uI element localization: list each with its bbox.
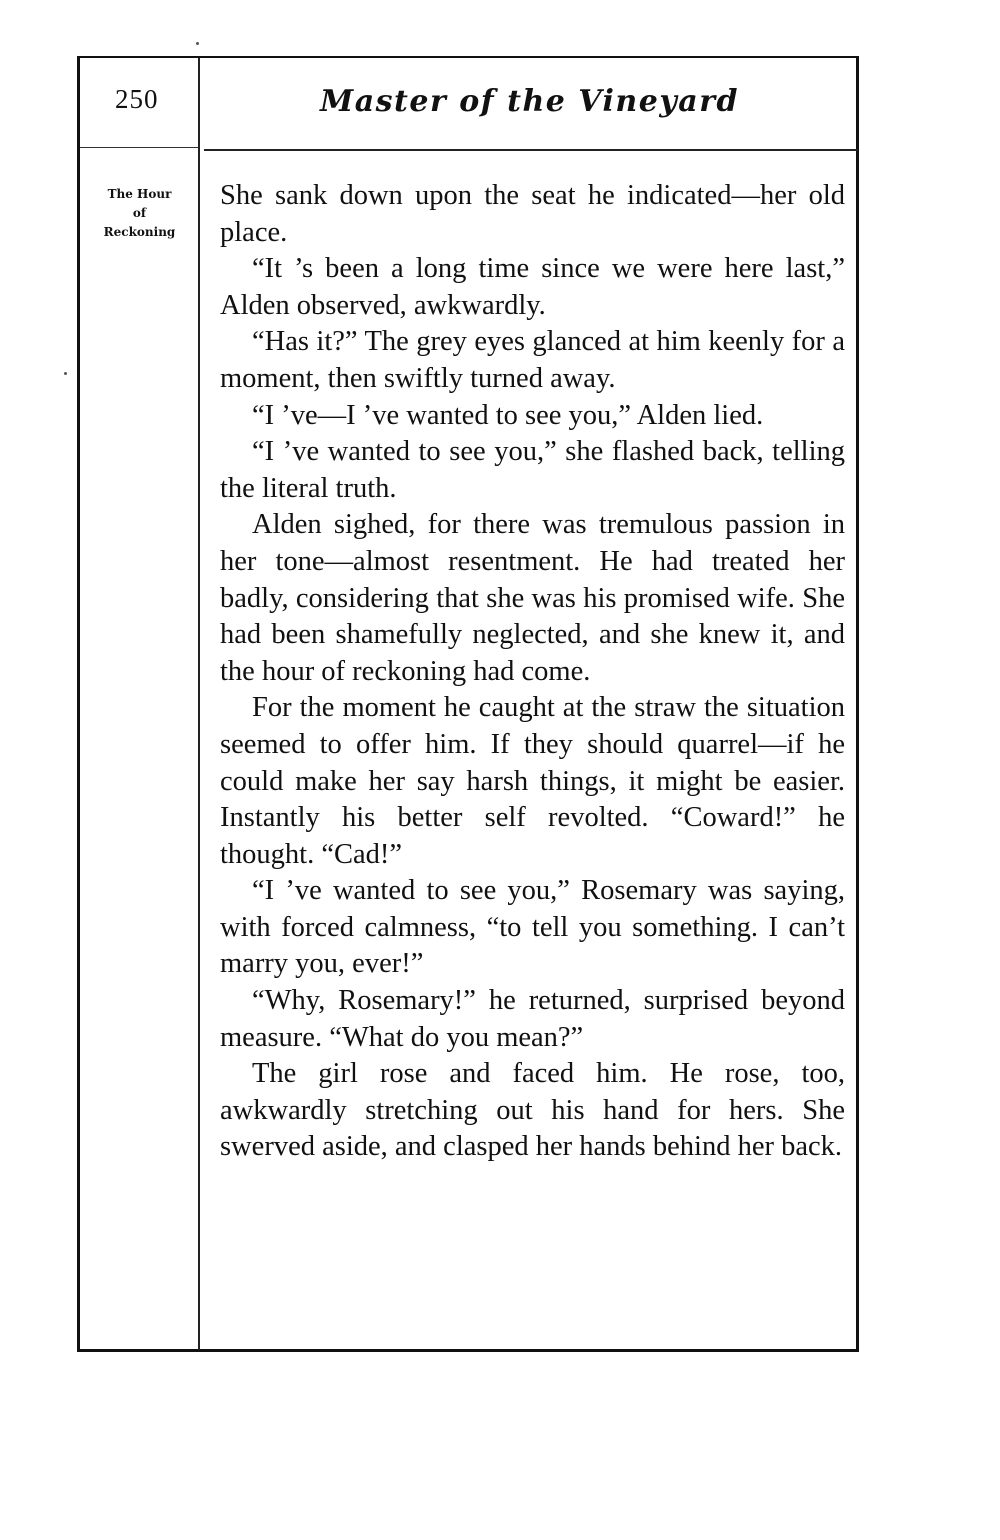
print-speck <box>196 42 199 45</box>
paragraph: “I ’ve—I ’ve wanted to see you,” Alden lied. <box>252 399 764 431</box>
marginal-note-line: Reckoning <box>103 225 176 239</box>
paragraph: “Has it?” The grey eyes glanced at him keenly for a moment, then swiftly turned away. <box>220 326 845 394</box>
paragraph: “I ’ve wanted to see you,” Rosemary was saying, with forced calmness, “to tell you something. I can’t marry you, ever!” <box>220 875 845 980</box>
paragraph: “Why, Rosemary!” he returned, surprised beyond measure. “What do you mean?” <box>220 985 845 1053</box>
marginal-note-line: The Hour <box>107 187 172 201</box>
margin-divider <box>198 58 200 1350</box>
body-text <box>220 178 845 1166</box>
paragraph: The girl rose and faced him. He rose, too, awkwardly stretching out his hand for hers. She swerved aside, and clasped her hands behind her back. <box>220 1058 845 1163</box>
paragraph: For the moment he caught at the straw the situation seemed to offer him. If they should quarrel—if he could make her say harsh things, it might be easier. Instantly his better self revolted. “Coward!” he thought. “Cad!” <box>220 692 845 870</box>
paragraph: “It ’s been a long time since we were here last,” Alden observed, awkwardly. <box>220 253 845 321</box>
marginal-note <box>82 185 197 242</box>
paragraph: She sank down upon the seat he indicated—her old place. <box>220 180 845 248</box>
marginal-note-line: of <box>132 206 147 220</box>
paragraph: Alden sighed, for there was tremulous passion in her tone—almost resentment. He had treated her badly, considering that she was his promised wife. She had been shamefully neglected, and she knew it, and the hour of reckoning had come. <box>220 509 845 687</box>
print-speck <box>64 372 67 375</box>
page-number: 250 <box>115 84 159 114</box>
header-rule-margin <box>80 147 198 148</box>
paragraph: “I ’ve wanted to see you,” she flashed back, telling the literal truth. <box>220 436 845 504</box>
running-head: Master of the Vineyard <box>320 84 739 119</box>
header-rule <box>204 149 858 151</box>
